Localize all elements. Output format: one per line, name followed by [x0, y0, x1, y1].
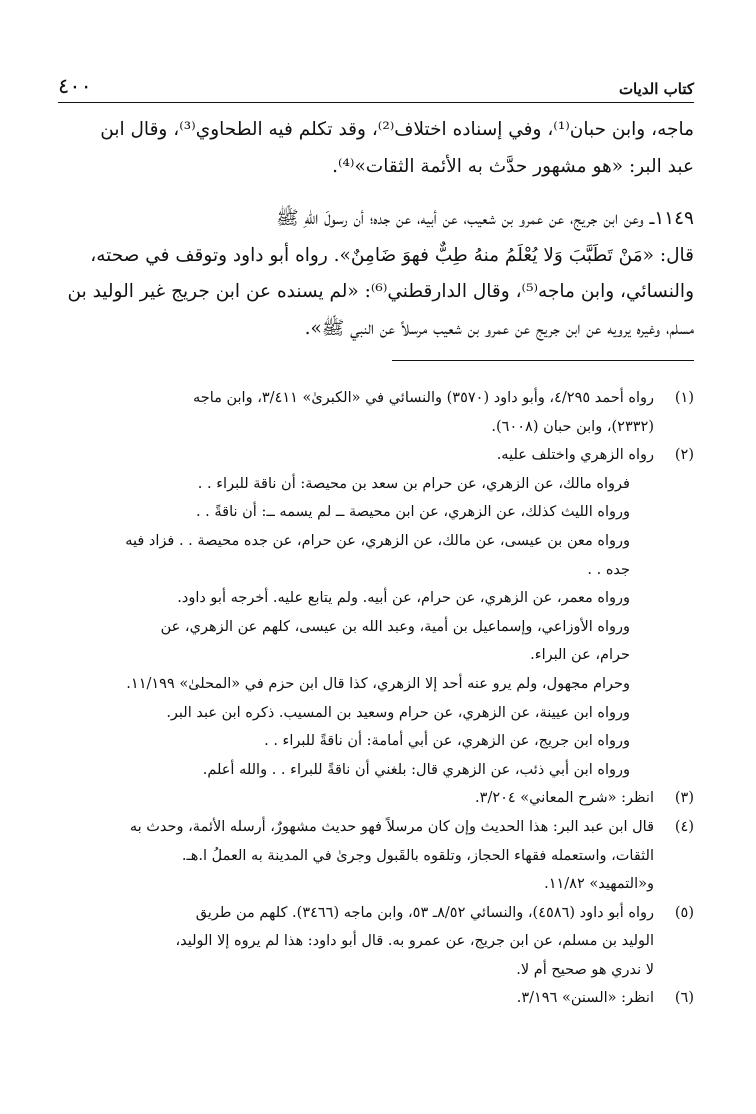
footnote-body [58, 984, 654, 1013]
footnote-body [58, 441, 654, 784]
footnotes [58, 384, 694, 1013]
footnote-number: (٣) [674, 790, 694, 807]
footnote-body [58, 899, 654, 985]
book-title: كتاب الديات [618, 80, 694, 98]
footnote-line: فرواه مالك، عن الزهري، عن حرام بن سعد بن محيصة: أن ناقة للبراء . . [197, 475, 630, 492]
footnote-line: رواه أحمد ٤/٢٩٥، وأبو داود (٣٥٧٠) والنسائي في «الكبرىٰ» ٣/٤١١، وابن ماجه [192, 390, 654, 406]
footnote-body [58, 813, 654, 899]
text-line: والنسائي، وابن ماجه⁽⁵⁾، وقال الدارقطني⁽⁶⁾: «لم يسنده عن ابن جريج غير الوليد بن [67, 281, 694, 302]
footnote-line: و«التمهيد» ١١/٨٢. [544, 876, 654, 893]
footnote-line: ورواه الأوزاعي، وإسماعيل بن أمية، وعبد الله بن عيسى، كلهم عن الزهري، عن [160, 618, 630, 635]
footnote-3 [58, 784, 694, 813]
page-number: ٤٠٠ [58, 74, 92, 98]
footnote-line: رواه أبو داود (٤٥٨٦)، والنسائي ٨/٥٢ـ ٥٣، وابن ماجه (٣٤٦٦). كلهم من طريق [195, 904, 654, 921]
footnote-line: قال ابن عبد البر: هذا الحديث وإن كان مرسلاً فهو حديث مشهورٌ، أرسله الأئمة، وحدث به [129, 818, 654, 835]
page-header [58, 70, 694, 103]
footnote-4 [58, 813, 694, 899]
paragraph-intro [58, 112, 694, 185]
footnote-number: (٦) [674, 990, 694, 1007]
footnote-line: لا ندري هو صحيح أم لا. [516, 961, 654, 978]
footnote-1 [58, 384, 694, 441]
paragraph-hadith-1149 [58, 201, 694, 347]
text-line: قال: «مَنْ تَطَبَّبَ وَلا يُعْلَمُ منهُ طِبٌّ فهوَ ضَامِنٌ». رواه أبو داود وتوقف في صحته، [90, 244, 694, 266]
footnote-line: وحرام مجهول، ولم يرو عنه أحد إلا الزهري، كذا قال ابن حزم في «المحلىٰ» ١١/١٩٩. [126, 675, 630, 692]
footnote-number: (٥) [674, 904, 694, 921]
footnote-number: (١) [674, 390, 694, 406]
text-line: عبد البر: «هو مشهور حدَّث به الأئمة الثقات»⁽⁴⁾. [332, 155, 694, 177]
footnote-line: جده . . [587, 561, 630, 578]
footnote-line: ورواه ابن أبي ذئب، عن الزهري قال: بلغني أن ناقةً للبراء . . والله أعلم. [202, 761, 630, 778]
footnote-number: (٢) [674, 447, 694, 464]
footnote-body [58, 784, 654, 813]
footnote-line: ورواه ابن عيينة، عن الزهري، عن حرام وسعيد بن المسيب. ذكره ابن عبد البر. [166, 704, 630, 721]
footnote-2 [58, 441, 694, 784]
footnote-line: رواه الزهري واختلف عليه. [496, 447, 654, 464]
footnote-body [58, 384, 654, 441]
footnote-line: ورواه الليث كذلك، عن الزهري، عن ابن محيصة ــ لم يسمه ــ: أن ناقةً . . [195, 504, 630, 521]
text-line: مسلم، وغيره يرويه عن ابن جريج عن عمرو بن شعيب مرسلاً عن النبي ﷺ». [304, 317, 694, 339]
main-text [58, 112, 694, 347]
text-line: ماجه، وابن حبان⁽¹⁾، وفي إسناده اختلاف⁽²⁾، وقد تكلم فيه الطحاوي⁽³⁾، وقال ابن [100, 119, 694, 140]
footnote-line: انظر: «شرح المعاني» ٣/٢٠٤. [475, 790, 654, 807]
footnote-5 [58, 899, 694, 985]
footnote-line: انظر: «السنن» ٣/١٩٦. [516, 990, 654, 1007]
footnote-line: ورواه معمر، عن الزهري، عن حرام، عن أبيه. ولم يتابع عليه. أخرجه أبو داود. [177, 590, 630, 607]
footnote-line: الثقات، واستعمله فقهاء الحجاز، وتلقوه بالقَبول وجرىٰ في المدينة به العملُ ا.هـ. [181, 847, 654, 864]
footnote-number: (٤) [674, 818, 694, 835]
footnote-line: ورواه ابن جريج، عن الزهري، عن أبي أمامة: أن ناقةً للبراء . . [264, 733, 630, 750]
footnote-divider [392, 360, 694, 361]
footnote-line: (٢٣٣٢)، وابن حبان (٦٠٠٨). [491, 418, 654, 435]
footnote-6 [58, 984, 694, 1013]
footnote-line: ورواه معن بن عيسى، عن مالك، عن الزهري، عن حرام، عن جده محيصة . . فزاد فيه [125, 532, 630, 549]
footnote-line: حرام، عن البراء. [530, 647, 630, 664]
text-line: ١١٤٩ــ وعن ابن جريج، عن عمرو بن شعيب، عن أبيه، عن جده؛ أن رسولَ اللهِ ﷺ [276, 208, 694, 229]
footnote-line: الوليد بن مسلم، عن ابن جريج، عن عمرو به. قال أبو داود: هذا لم يروه إلا الوليد، [175, 933, 654, 950]
